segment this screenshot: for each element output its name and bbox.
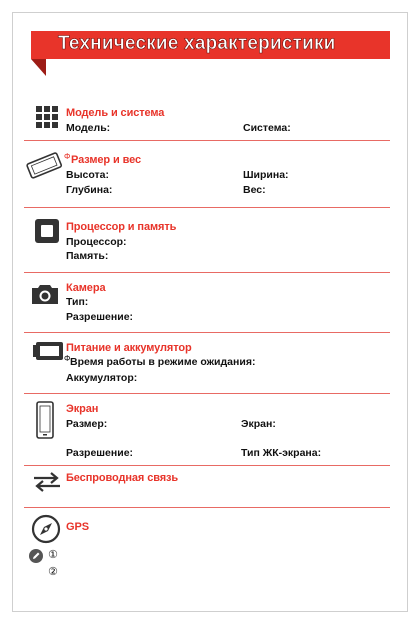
section-title-screen: Экран [66,403,99,415]
camera-icon [31,283,59,305]
lcd-type-label: Тип ЖК-экрана: [241,447,322,459]
section-divider [24,332,390,333]
phone-screen-icon [36,401,54,439]
section-title-power: Питание и аккумулятор [66,342,192,354]
section-title-gps: GPS [66,521,89,533]
size-note-marker-icon: Φ [64,152,71,161]
model-label: Модель: [66,122,111,134]
height-label: Высота: [66,169,110,181]
note-marker-1: ① [48,549,58,561]
camera-resolution-label: Разрешение: [66,311,134,323]
page-title: Технические характеристики [58,33,336,54]
note-marker-2: ② [48,566,58,578]
screen-resolution-label: Разрешение: [66,447,134,459]
section-divider [24,465,390,466]
pencil-icon [29,549,43,563]
section-title-size: Размер и вес [71,154,141,166]
section-divider [24,272,390,273]
memory-label: Память: [66,250,109,262]
section-title-camera: Камера [66,282,106,294]
compass-icon [31,514,61,544]
system-label: Система: [243,122,291,134]
arrows-icon [32,472,62,492]
section-divider [24,140,390,141]
section-title-wireless: Беспроводная связь [66,472,179,484]
section-title-cpu: Процессор и память [66,221,177,233]
section-title-model: Модель и система [66,107,165,119]
chip-icon [35,219,59,243]
section-divider [24,207,390,208]
section-divider [24,507,390,508]
battery-icon [33,342,63,360]
standby-note-marker-icon: Φ [64,354,71,363]
depth-label: Глубина: [66,184,113,196]
screen-label: Экран: [241,418,276,430]
section-divider [24,393,390,394]
width-label: Ширина: [243,169,289,181]
weight-label: Вес: [243,184,266,196]
grid-icon [36,106,58,128]
standby-label: Время работы в режиме ожидания: [70,356,256,368]
header-banner-fold [31,59,46,76]
phone-tilted-icon [24,150,64,180]
cpu-label: Процессор: [66,236,127,248]
battery-label: Аккумулятор: [66,372,138,384]
camera-type-label: Тип: [66,296,89,308]
screen-size-label: Размер: [66,418,108,430]
